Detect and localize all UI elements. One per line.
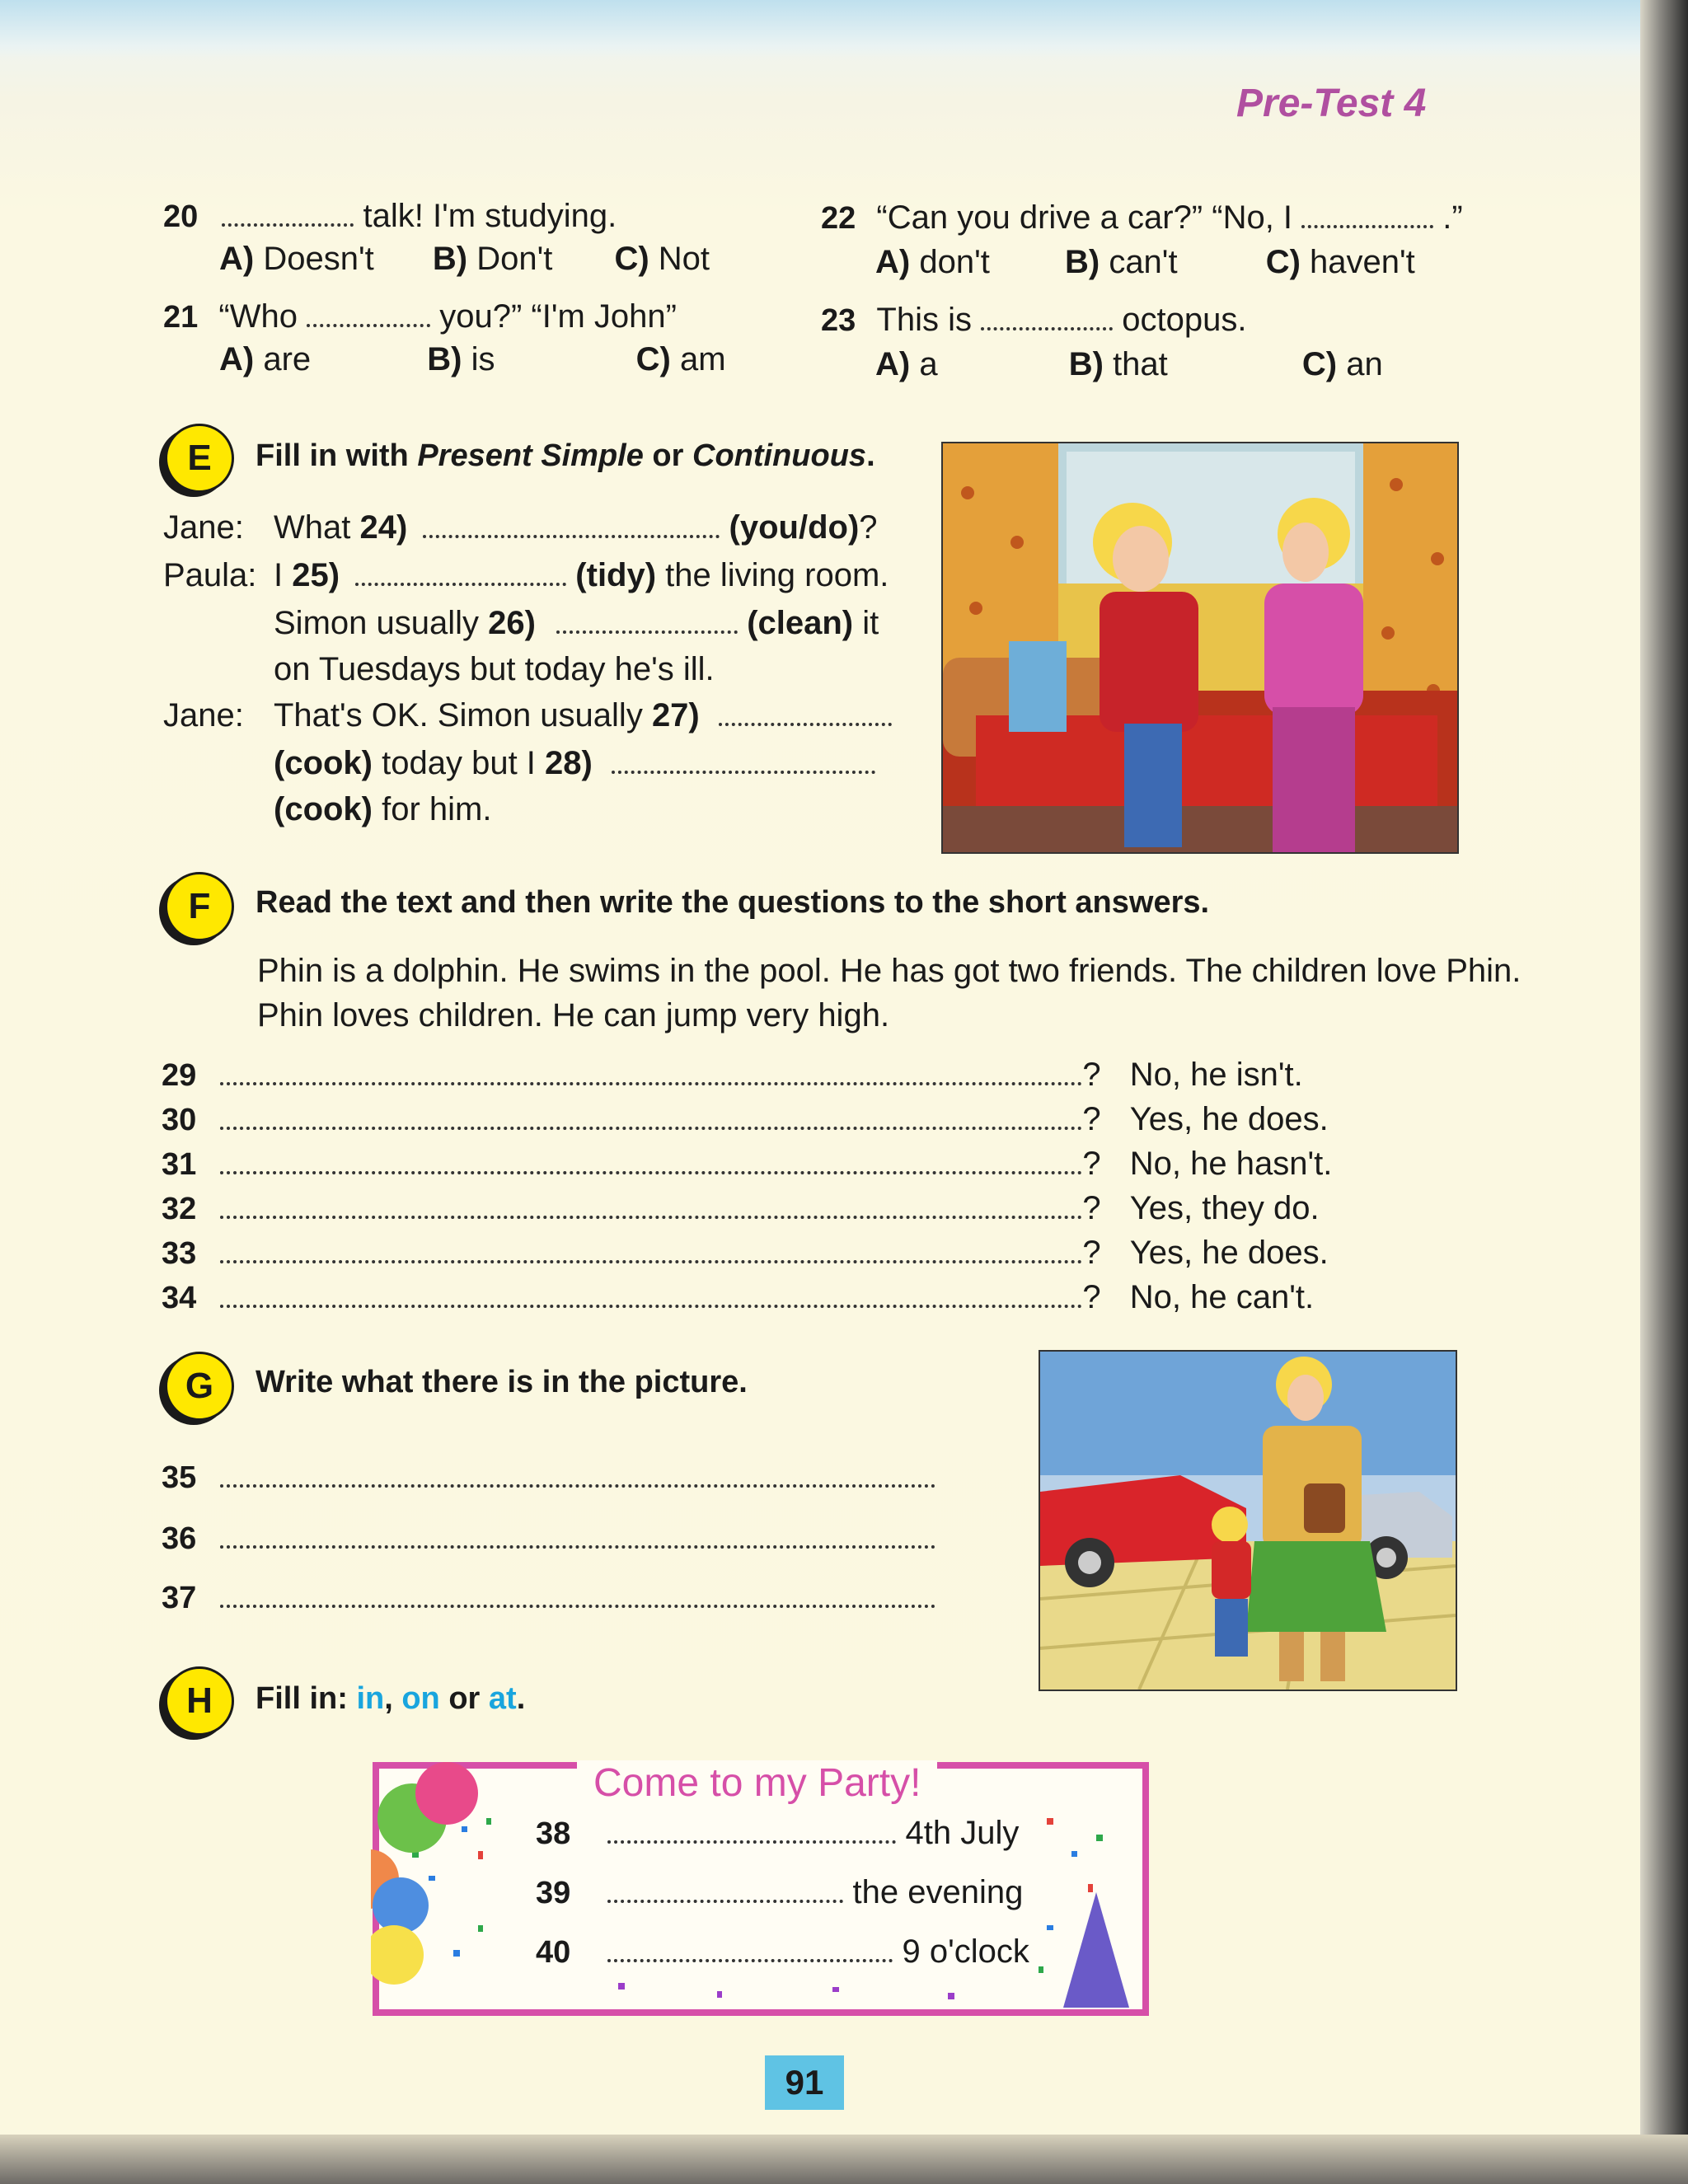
bottom-band <box>0 2135 1688 2184</box>
list-item <box>162 1142 1332 1187</box>
option-text[interactable]: is <box>471 341 495 377</box>
card-title: Come to my Party! <box>577 1760 937 1806</box>
list-item <box>162 1516 935 1560</box>
answer-blank[interactable] <box>220 1062 1082 1085</box>
answer-blank[interactable] <box>1301 205 1433 228</box>
question-mark: ? <box>1082 1146 1101 1182</box>
verb-hint: (tidy) <box>575 557 657 593</box>
list-item <box>162 1098 1332 1142</box>
item-number: 37 <box>162 1581 197 1615</box>
line-text: What <box>274 509 360 546</box>
option-text[interactable]: am <box>679 341 726 377</box>
title-part: or <box>439 1681 489 1716</box>
option-text[interactable]: Not <box>658 241 710 277</box>
party-card <box>371 1760 1154 2018</box>
dialogue-line-cook <box>274 788 491 831</box>
option-letter: A) <box>875 244 911 280</box>
dialogue-speaker: Paula: <box>163 557 257 593</box>
item-number: 30 <box>162 1103 197 1137</box>
option-letter: C) <box>635 341 671 377</box>
answer-blank[interactable] <box>220 1585 935 1608</box>
question-mark: ? <box>1082 1057 1101 1093</box>
answer-blank[interactable] <box>220 1526 935 1549</box>
question-21-options <box>219 338 726 381</box>
line-text: ? <box>859 509 878 546</box>
question-number: 23 <box>821 303 856 338</box>
title-part: , <box>384 1681 402 1716</box>
option-letter: B) <box>432 241 468 277</box>
line-text: today but I <box>373 745 546 781</box>
short-answer: Yes, they do. <box>1129 1190 1320 1226</box>
line-text: the living room. <box>656 557 889 593</box>
item-number: 31 <box>162 1147 197 1182</box>
option-text[interactable]: Doesn't <box>263 241 374 277</box>
answer-blank[interactable] <box>607 1939 893 1962</box>
item-number: 39 <box>536 1876 571 1910</box>
item-number: 33 <box>162 1236 197 1271</box>
dialogue-line-25 <box>274 554 889 597</box>
question-text-pre: “Can you drive a car?” “No, I <box>876 199 1293 236</box>
answer-blank[interactable] <box>719 703 892 726</box>
dialogue-speaker: Jane: <box>163 697 244 733</box>
answer-blank[interactable] <box>607 1821 896 1844</box>
item-number: 35 <box>162 1460 197 1495</box>
answer-blank[interactable] <box>981 307 1113 330</box>
answer-blank[interactable] <box>355 563 566 586</box>
option-text[interactable]: can't <box>1109 244 1178 280</box>
reading-text-line-2: Phin loves children. He can jump very high. <box>257 997 890 1033</box>
answer-blank[interactable] <box>423 515 720 538</box>
question-text-post: octopus. <box>1122 302 1247 338</box>
option-letter: C) <box>1265 244 1301 280</box>
verb-hint: (cook) <box>274 745 373 781</box>
option-text[interactable]: don't <box>919 244 990 280</box>
item-number: 34 <box>162 1281 197 1315</box>
item-number: 32 <box>162 1192 197 1226</box>
section-e-badge: E <box>165 424 234 493</box>
question-text-pre: This is <box>876 302 972 338</box>
dialogue-line-26 <box>274 602 879 644</box>
item-text: 9 o'clock <box>902 1933 1029 1970</box>
answer-blank[interactable] <box>307 304 430 327</box>
option-text[interactable]: haven't <box>1310 244 1415 280</box>
question-mark: ? <box>1082 1190 1101 1226</box>
short-answer: Yes, he does. <box>1129 1101 1329 1137</box>
section-g-title: Write what there is in the picture. <box>256 1365 748 1399</box>
title-part: Fill in with <box>256 438 418 473</box>
question-number: 20 <box>163 199 199 234</box>
item-number: 38 <box>536 1816 571 1851</box>
title-part: . <box>516 1681 526 1716</box>
line-text: That's OK. Simon usually <box>274 697 652 733</box>
page-title: Pre-Test 4 <box>1236 82 1427 125</box>
question-mark: ? <box>1082 1235 1101 1271</box>
title-part: Continuous <box>692 438 867 473</box>
question-text-post: you?” “I'm John” <box>439 298 677 335</box>
option-letter: C) <box>614 241 649 277</box>
verb-hint: (cook) <box>274 791 373 827</box>
option-letter: B) <box>1064 244 1100 280</box>
answer-blank[interactable] <box>220 1107 1082 1130</box>
option-letter: B) <box>427 341 462 377</box>
list-item <box>162 1231 1332 1276</box>
blank-number: 28) <box>545 745 593 781</box>
option-letter: A) <box>219 341 255 377</box>
question-21 <box>163 295 677 339</box>
line-text: for him. <box>373 791 492 827</box>
list-item <box>536 1930 1029 1974</box>
room-illustration <box>941 442 1459 854</box>
option-text[interactable]: Don't <box>476 241 553 277</box>
option-text[interactable]: are <box>263 341 312 377</box>
question-number: 21 <box>163 300 199 335</box>
list-item <box>162 1187 1332 1231</box>
reading-text-line-1: Phin is a dolphin. He swims in the pool. He has got two friends. The children love Phin. <box>257 953 1522 989</box>
blank-number: 27) <box>651 697 700 733</box>
question-text-post: .” <box>1442 199 1463 236</box>
question-text-pre: “Who <box>218 298 298 335</box>
question-22 <box>821 196 1463 240</box>
dialogue-line-24 <box>274 506 878 549</box>
line-text: it <box>853 605 879 641</box>
title-part: . <box>866 438 875 473</box>
list-item <box>162 1276 1332 1320</box>
section-e-title <box>256 438 875 474</box>
page-edge <box>1640 0 1688 2184</box>
item-number: 29 <box>162 1058 197 1093</box>
list-item <box>536 1871 1023 1915</box>
option-letter: B) <box>1068 346 1104 382</box>
option-letter: C) <box>1301 346 1338 382</box>
section-f-title: Read the text and then write the questions to the short answers. <box>256 885 1210 920</box>
question-mark: ? <box>1082 1101 1101 1137</box>
option-text[interactable]: that <box>1113 346 1168 382</box>
title-part: or <box>643 438 692 473</box>
section-g-badge: G <box>165 1352 234 1421</box>
word-on: on <box>401 1681 440 1716</box>
question-20 <box>163 194 617 238</box>
blank-number: 25) <box>292 557 340 593</box>
list-item <box>162 1576 935 1619</box>
option-letter: A) <box>875 346 911 382</box>
list-item <box>162 1455 935 1499</box>
question-mark: ? <box>1082 1279 1101 1315</box>
blank-number: 26) <box>488 605 536 641</box>
blank-number: 24) <box>359 509 408 546</box>
answer-blank[interactable] <box>220 1240 1082 1263</box>
verb-hint: (clean) <box>747 605 854 641</box>
dialogue-line-28 <box>274 742 875 785</box>
line-text: I <box>274 557 293 593</box>
title-part: Present Simple <box>417 438 644 473</box>
short-answer: Yes, he does. <box>1129 1235 1329 1271</box>
option-text[interactable]: a <box>919 346 938 382</box>
list-item <box>536 1811 1019 1855</box>
word-at: at <box>488 1681 517 1716</box>
answer-blank[interactable] <box>220 1196 1082 1219</box>
question-22-options <box>875 241 1415 284</box>
item-text: 4th July <box>905 1815 1020 1851</box>
word-in: in <box>356 1681 385 1716</box>
question-20-options <box>219 237 747 280</box>
short-answer: No, he can't. <box>1129 1279 1315 1315</box>
title-part: Fill in: <box>256 1681 357 1716</box>
street-illustration <box>1039 1350 1457 1691</box>
option-letter: A) <box>219 241 255 277</box>
dialogue-line-tuesdays: on Tuesdays but today he's ill. <box>274 651 715 687</box>
top-band <box>0 0 1640 58</box>
answer-blank[interactable] <box>556 611 738 634</box>
short-answer: No, he hasn't. <box>1129 1146 1333 1182</box>
question-text: talk! I'm studying. <box>363 198 617 234</box>
option-text[interactable]: an <box>1346 346 1383 382</box>
section-h-title <box>256 1681 525 1717</box>
question-list <box>162 1053 1332 1320</box>
answer-blank[interactable] <box>220 1465 935 1488</box>
item-text: the evening <box>852 1874 1024 1910</box>
list-item <box>162 1053 1332 1098</box>
answer-blank[interactable] <box>222 204 354 227</box>
section-h-badge: H <box>165 1666 234 1736</box>
dialogue-line-27 <box>274 694 892 737</box>
dialogue-speaker: Jane: <box>163 509 244 546</box>
item-number: 36 <box>162 1521 197 1556</box>
item-number: 40 <box>536 1935 571 1970</box>
answer-blank[interactable] <box>220 1285 1082 1308</box>
short-answer: No, he isn't. <box>1129 1057 1303 1093</box>
answer-blank[interactable] <box>607 1880 843 1903</box>
line-text: Simon usually <box>274 605 489 641</box>
verb-hint: (you/do) <box>729 509 860 546</box>
answer-blank[interactable] <box>612 751 875 774</box>
section-f-badge: F <box>165 872 234 941</box>
page-number: 91 <box>765 2055 844 2110</box>
question-23-options <box>875 343 1383 386</box>
question-number: 22 <box>821 201 856 236</box>
answer-blank[interactable] <box>220 1151 1082 1174</box>
question-23 <box>821 298 1246 342</box>
